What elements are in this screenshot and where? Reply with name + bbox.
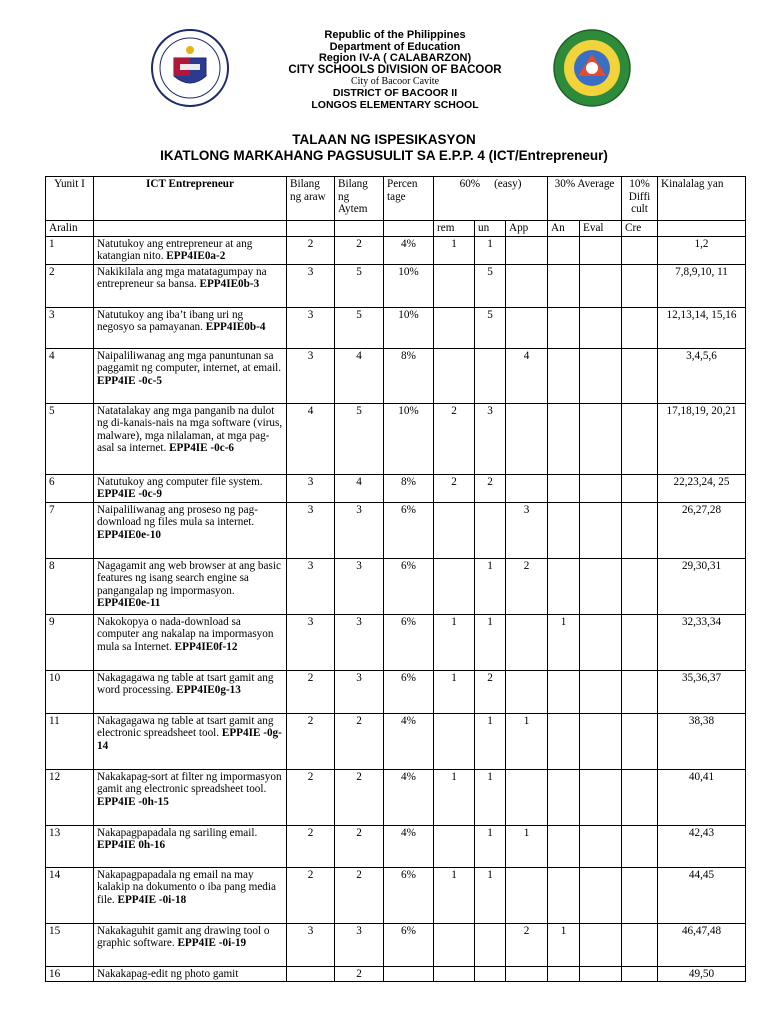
competency-code: EPP4IE0g-13 [176,684,241,696]
cell-cre [622,264,658,307]
cell-app: 4 [506,348,548,403]
cell-rem: 1 [434,236,475,264]
cell-an [548,670,580,713]
cell-bilang-araw [287,966,335,982]
cell-aralin-number: 8 [46,558,94,614]
cell-aralin-number: 3 [46,307,94,348]
header-line: Department of Education [329,40,461,53]
cell-rem [434,307,475,348]
header-line: LONGOS ELEMENTARY SCHOOL [311,98,479,111]
col-bilang-aytem: Bilang ng Aytem [335,177,384,221]
cell-kinalalagyan: 3,4,5,6 [658,348,746,403]
cell-cre [622,348,658,403]
cell-percentage: 6% [384,502,434,558]
col-cre: Cre [622,221,658,237]
competency-text: Nakakaguhit gamit ang drawing tool o graphic software. [97,924,270,949]
cell-eval [580,769,622,825]
competency-text: Naipaliliwanag ang proseso ng pag-download ng files mula sa internet. [97,503,258,528]
col-bilang-araw: Bilang ng araw [287,177,335,221]
cell-app [506,236,548,264]
cell-kinalalagyan: 42,43 [658,825,746,867]
cell-competency [94,867,287,923]
cell-rem: 1 [434,867,475,923]
document-title [0,132,768,164]
cell-rem: 1 [434,769,475,825]
cell-competency [94,923,287,966]
cell-percentage: 10% [384,403,434,474]
cell-un: 2 [475,670,506,713]
cell-percentage: 6% [384,867,434,923]
cell-kinalalagyan: 38,38 [658,713,746,769]
cell-aralin-number: 16 [46,966,94,982]
deped-seal-logo [150,28,230,108]
col-un: un [475,221,506,237]
table-row [46,923,746,966]
cell-un [475,502,506,558]
cell-percentage: 6% [384,923,434,966]
cell-an [548,769,580,825]
cell-an [548,558,580,614]
cell-percentage: 4% [384,236,434,264]
cell-competency [94,264,287,307]
cell-app [506,403,548,474]
table-row [46,614,746,670]
cell-bilang-araw: 3 [287,474,335,502]
cell-eval [580,558,622,614]
competency-text: Nakagagawa ng table at tsart gamit ang word processing. [97,671,274,696]
cell-bilang-aytem: 2 [335,825,384,867]
cell-rem [434,348,475,403]
cell-app: 3 [506,502,548,558]
cell-cre [622,403,658,474]
cell-an [548,867,580,923]
cell-kinalalagyan: 46,47,48 [658,923,746,966]
cell-percentage: 4% [384,713,434,769]
cell-eval [580,348,622,403]
competency-text: Natutukoy ang iba’t ibang uri ng negosyo sa pamayanan. [97,308,244,333]
col-easy: 60% (easy) [434,177,548,221]
cell-an: 1 [548,923,580,966]
cell-aralin-number: 6 [46,474,94,502]
cell-eval [580,614,622,670]
cell-an [548,307,580,348]
cell-kinalalagyan: 22,23,24, 25 [658,474,746,502]
competency-text: Natutukoy ang computer file system. [97,475,263,488]
cell-app: 2 [506,923,548,966]
competency-text: Natutukoy ang entrepreneur at ang katangian nito. [97,237,253,262]
cell-eval [580,307,622,348]
cell-an: 1 [548,614,580,670]
cell-app [506,474,548,502]
cell-eval [580,474,622,502]
cell-rem [434,966,475,982]
cell-aralin-number: 11 [46,713,94,769]
cell-rem [434,502,475,558]
competency-code: EPP4IE -0i-18 [117,893,187,906]
cell-rem [434,558,475,614]
cell-percentage: 8% [384,474,434,502]
table-row [46,502,746,558]
cell-competency [94,966,287,982]
cell-aralin-number: 2 [46,264,94,307]
table-row [46,825,746,867]
title-line-2: IKATLONG MARKAHANG PAGSUSULIT SA E.P.P. 4 (ICT/Entrepreneur) [160,148,608,163]
cell-un: 3 [475,403,506,474]
cell-competency [94,348,287,403]
cell-kinalalagyan: 32,33,34 [658,614,746,670]
col-yunit: Yunit I [46,177,94,221]
cell-bilang-araw: 2 [287,670,335,713]
cell-un: 1 [475,614,506,670]
cell-aralin-number: 9 [46,614,94,670]
competency-text: Nakapagpapadala ng email na may kalakip na dokumento o iba pang media file. [97,868,276,906]
division-seal-logo [552,28,632,108]
cell-bilang-araw: 3 [287,558,335,614]
table-row [46,348,746,403]
table-row [46,670,746,713]
cell-kinalalagyan: 26,27,28 [658,502,746,558]
competency-code: EPP4IE -0h-15 [97,795,169,808]
title-line-1: TALAAN NG ISPESIKASYON [292,132,476,147]
cell-app [506,966,548,982]
cell-aralin-number: 13 [46,825,94,867]
cell-bilang-araw: 3 [287,348,335,403]
cell-bilang-araw: 2 [287,825,335,867]
cell-bilang-aytem: 3 [335,670,384,713]
cell-cre [622,502,658,558]
cell-percentage: 10% [384,264,434,307]
cell-un: 1 [475,236,506,264]
competency-code: EPP4IE 0h-16 [97,839,166,851]
cell-kinalalagyan: 40,41 [658,769,746,825]
cell-un [475,923,506,966]
cell-cre [622,825,658,867]
col-difficult: 10% Diffi cult [622,177,658,221]
table-row [46,558,746,614]
cell-competency [94,307,287,348]
cell-bilang-aytem: 3 [335,614,384,670]
cell-rem [434,264,475,307]
subheader-cell [287,221,335,237]
cell-app [506,769,548,825]
cell-bilang-aytem: 3 [335,502,384,558]
cell-aralin-number: 5 [46,403,94,474]
cell-eval [580,825,622,867]
table-row [46,236,746,264]
competency-text: Nakapagpapadala ng sariling email. [97,826,258,839]
col-an: An [548,221,580,237]
cell-percentage: 8% [384,348,434,403]
cell-bilang-araw: 2 [287,867,335,923]
cell-app [506,867,548,923]
competency-code: EPP4IE -0g-14 [97,727,282,752]
subheader-cell [335,221,384,237]
competency-code: EPP4IE -0i-19 [177,937,247,949]
cell-eval [580,713,622,769]
cell-un [475,348,506,403]
competency-text: Nakagagawa ng table at tsart gamit ang electronic spreadsheet tool. [97,714,274,739]
cell-percentage: 6% [384,614,434,670]
cell-cre [622,614,658,670]
cell-app: 2 [506,558,548,614]
cell-bilang-aytem: 5 [335,403,384,474]
cell-bilang-araw: 2 [287,236,335,264]
table-row [46,966,746,982]
cell-cre [622,236,658,264]
cell-un: 1 [475,713,506,769]
cell-bilang-aytem: 2 [335,713,384,769]
cell-competency [94,502,287,558]
header-line: City of Bacoor Cavite [350,76,440,88]
cell-cre [622,769,658,825]
competency-text: Natatalakay ang mga panganib na dulot ng di-kanais-nais na mga software (virus, malware), mga nilalaman, at mga pag-asal sa internet. [97,404,283,454]
cell-eval [580,502,622,558]
cell-eval [580,403,622,474]
competency-code: EPP4IE0b-3 [199,278,260,290]
col-eval: Eval [580,221,622,237]
cell-eval [580,966,622,982]
col-average: 30% Average [548,177,622,221]
cell-bilang-araw: 2 [287,769,335,825]
table-row [46,403,746,474]
cell-kinalalagyan: 12,13,14, 15,16 [658,307,746,348]
competency-code: EPP4IE -0c-6 [169,442,235,454]
cell-bilang-aytem: 2 [335,769,384,825]
cell-bilang-araw: 3 [287,502,335,558]
cell-bilang-aytem: 3 [335,558,384,614]
cell-bilang-araw: 3 [287,307,335,348]
cell-competency [94,670,287,713]
cell-an [548,403,580,474]
cell-bilang-aytem: 3 [335,923,384,966]
cell-competency [94,558,287,614]
cell-percentage: 4% [384,825,434,867]
cell-un: 5 [475,264,506,307]
cell-competency [94,825,287,867]
competency-text: Nakokopya o nada-download sa computer ang nakalap na impormasyon mula sa Internet. [97,615,274,653]
competency-text: Nakakapag-edit ng photo gamit [97,967,239,980]
cell-competency [94,474,287,502]
cell-competency [94,713,287,769]
competency-code: EPP4IE0e-10 [97,528,162,541]
cell-aralin-number: 7 [46,502,94,558]
col-rem: rem [434,221,475,237]
col-aralin: Aralin [46,221,94,237]
table-row [46,867,746,923]
subheader-cell [94,221,287,237]
cell-bilang-aytem: 2 [335,236,384,264]
header-line: Region IV-A ( CALABARZON) [318,52,472,65]
cell-eval [580,670,622,713]
cell-kinalalagyan: 1,2 [658,236,746,264]
cell-cre [622,713,658,769]
cell-kinalalagyan: 35,36,37 [658,670,746,713]
cell-eval [580,923,622,966]
cell-percentage [384,966,434,982]
cell-bilang-araw: 4 [287,403,335,474]
cell-an [548,348,580,403]
competency-code: EPP4IE0e-11 [97,597,161,609]
cell-bilang-aytem: 4 [335,474,384,502]
cell-an [548,474,580,502]
school-header [230,30,560,111]
specification-table [45,176,746,982]
cell-cre [622,558,658,614]
cell-app: 1 [506,825,548,867]
cell-aralin-number: 14 [46,867,94,923]
cell-competency [94,769,287,825]
cell-kinalalagyan: 29,30,31 [658,558,746,614]
cell-rem [434,923,475,966]
competency-text: Nagagamit ang web browser at ang basic features ng isang search engine sa pangangalap ng impormasyon. [97,559,281,597]
cell-eval [580,264,622,307]
cell-cre [622,474,658,502]
cell-percentage: 4% [384,769,434,825]
cell-cre [622,867,658,923]
cell-un: 1 [475,769,506,825]
cell-aralin-number: 12 [46,769,94,825]
cell-app [506,670,548,713]
cell-competency [94,236,287,264]
header-line: Republic of the Philippines [324,29,466,41]
cell-bilang-aytem: 5 [335,307,384,348]
competency-code: EPP4IE -0c-5 [97,374,162,387]
cell-un: 5 [475,307,506,348]
subheader-cell [384,221,434,237]
cell-an [548,713,580,769]
col-subject: ICT Entrepreneur [94,177,287,221]
cell-bilang-araw: 2 [287,713,335,769]
cell-un: 1 [475,825,506,867]
col-app: App [506,221,548,237]
cell-app [506,614,548,670]
cell-bilang-araw: 3 [287,923,335,966]
cell-aralin-number: 1 [46,236,94,264]
cell-an [548,966,580,982]
cell-an [548,236,580,264]
cell-cre [622,670,658,713]
cell-aralin-number: 4 [46,348,94,403]
header-row [46,177,746,221]
cell-bilang-aytem: 4 [335,348,384,403]
competency-code: EPP4IE0f-12 [174,640,238,653]
table-row [46,474,746,502]
cell-un [475,966,506,982]
cell-percentage: 10% [384,307,434,348]
cell-bilang-aytem: 2 [335,966,384,982]
cell-cre [622,966,658,982]
cell-percentage: 6% [384,558,434,614]
cell-rem: 1 [434,614,475,670]
competency-text: Nakakapag-sort at filter ng impormasyon gamit ang electronic spreadsheet tool. [97,770,282,795]
cell-cre [622,923,658,966]
table-row [46,264,746,307]
table-row [46,713,746,769]
cell-bilang-araw: 3 [287,264,335,307]
cell-aralin-number: 10 [46,670,94,713]
competency-text: Naipaliliwanag ang mga panuntunan sa paggamit ng computer, internet, at email. [97,349,282,374]
competency-code: EPP4IE0a-2 [166,250,226,262]
cell-bilang-aytem: 5 [335,264,384,307]
header-line: DISTRICT OF BACOOR II [332,86,458,99]
cell-rem [434,713,475,769]
cell-bilang-aytem: 2 [335,867,384,923]
cell-rem [434,825,475,867]
cell-competency [94,614,287,670]
cell-competency [94,403,287,474]
cell-kinalalagyan: 49,50 [658,966,746,982]
competency-code: EPP4IE -0c-9 [97,488,162,500]
cell-percentage: 6% [384,670,434,713]
cell-app [506,264,548,307]
subheader-row [46,221,746,237]
cell-app: 1 [506,713,548,769]
cell-aralin-number: 15 [46,923,94,966]
cell-an [548,502,580,558]
cell-cre [622,307,658,348]
cell-rem: 2 [434,403,475,474]
cell-un: 1 [475,867,506,923]
cell-an [548,264,580,307]
cell-kinalalagyan: 44,45 [658,867,746,923]
cell-kinalalagyan: 17,18,19, 20,21 [658,403,746,474]
col-kinalalagyan: Kinalalag yan [658,177,746,221]
competency-text: Nakikilala ang mga matatagumpay na entrepreneur sa bansa. [97,265,267,290]
cell-bilang-araw: 3 [287,614,335,670]
table-row [46,307,746,348]
cell-un: 2 [475,474,506,502]
cell-un: 1 [475,558,506,614]
subheader-cell [658,221,746,237]
cell-eval [580,867,622,923]
cell-app [506,307,548,348]
competency-code: EPP4IE0b-4 [205,321,266,333]
cell-kinalalagyan: 7,8,9,10, 11 [658,264,746,307]
cell-rem: 1 [434,670,475,713]
table-row [46,769,746,825]
cell-an [548,825,580,867]
cell-rem: 2 [434,474,475,502]
col-percentage: Percen tage [384,177,434,221]
header-line: CITY SCHOOLS DIVISION OF BACOOR [288,63,502,76]
cell-eval [580,236,622,264]
